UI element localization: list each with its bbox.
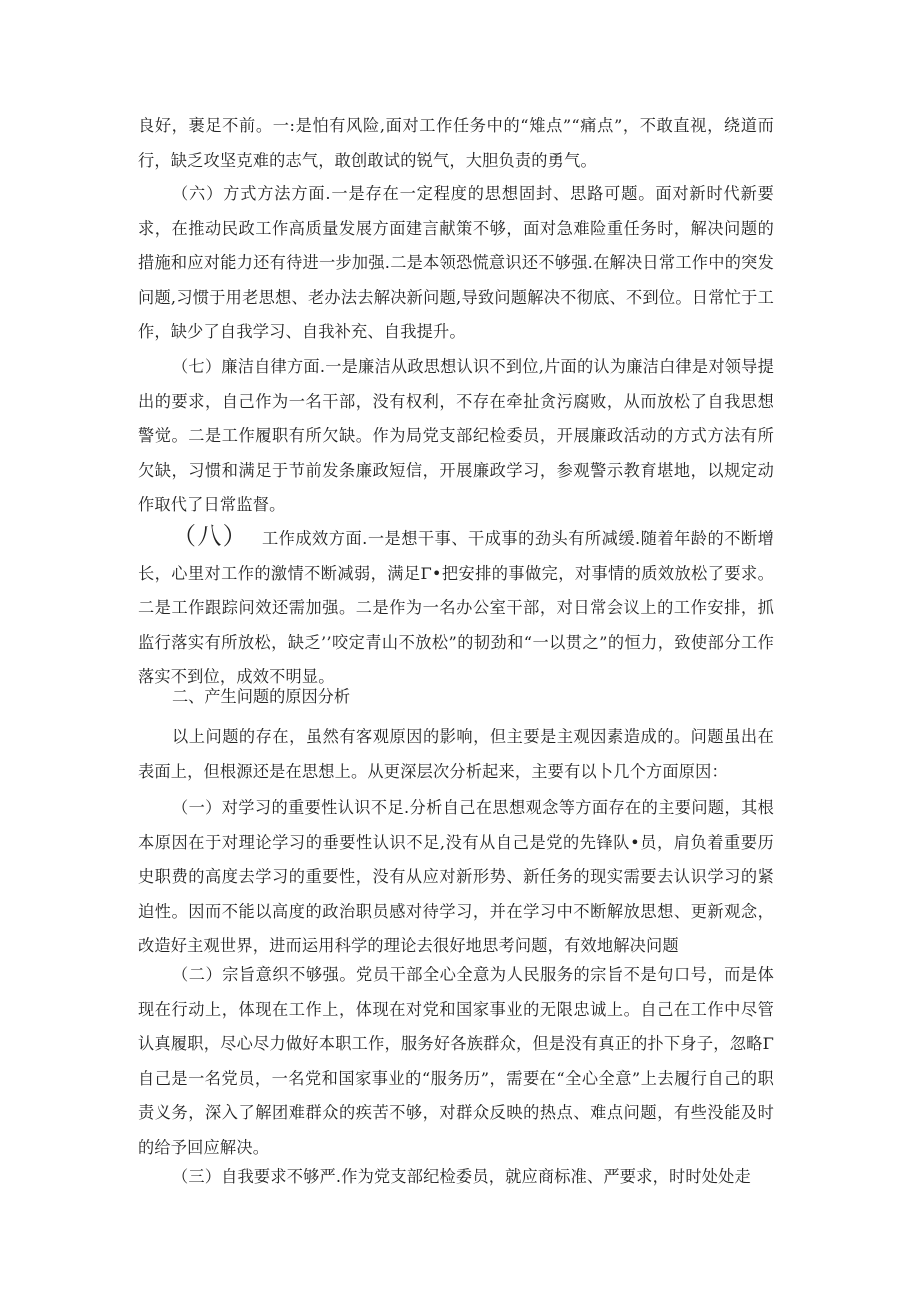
paragraph-eight-text: 工作成效方面.一是想干事、干成事的劲头有所减缓.随着年龄的不断增长，心里对工作的激情不断减弱，满足Γ•把安排的事做完，对事情的质效放松了要求。二是工作跟踪问效还需加强。二是作为一名办公室干部，对日常会议上的工作安排，抓监行落实有所放松，缺乏’’咬定青山不放松”的韧劲和“一以贯之”的恒力，致使部分工作落实不到位，成效不明显。: [138, 529, 774, 686]
paragraph-seven-integrity: （七）廉洁自律方面.一是廉洁从政思想认识不到位,片面的认为廉洁白律是对领导提出的要求，自己作为一名干部，没有权利，不存在牵扯贪污腐败，从而放松了自我思想警觉。二是工作履职有所欠缺。作为局党支部纪检委员，开展廉政活动的方式方法有所欠缺，习惯和满足于节前发条廉政短信，开展廉政学习，参观警示教育堪地，以规定动作取代了日常监督。: [138, 357, 774, 514]
paragraph-cause-two: （二）宗旨意织不够强。党员干部全心全意为人民服务的宗旨不是句口号，而是体现在行动上，体现在工作上，体现在对党和国家事业的无限忠诚上。自己在工作中尽管认真履职，尽心尽力做好本职工作，服务好各族群众，但是没有真正的扑下身子，忽略Γ自己是一名党员，一名党和国家事业的“服务历”，需要在“全心全意”上去履行自己的职责义务，深入了解团难群众的疾苦不够，对群众反映的热点、难点问题，有些没能及时的给予回应解决。: [138, 965, 774, 1157]
paragraph-six-methods: （六）方式方法方面.一是存在一定程度的思想固封、思路可题。面对新时代新要求，在推动民政工作高质量发展方面建言献策不够，面对急难险重任务时，解决问题的措施和应对能力还有待进一步加强.二是本领恐慌意识还不够强.在解决日常工作中的突发问题,习惯于用老思想、老办法去解决新问题,导致问题解决不彻底、不到位。日常忙于工作，缺少了自我学习、自我补充、自我提升。: [138, 184, 774, 341]
paragraph-intro: 良好，裹足不前。一:是怕有风险,面对工作任务中的“雉点”“痛点”，不敢直视，绕道而行，缺乏攻坚克难的志气，敢创敢试的锐气，大胆负责的勇气。: [138, 116, 774, 170]
paragraph-causes-intro: 以上问题的存在，虽然有客观原因的影响，但主要是主观因素造成的。问题虽出在表面上，但根源还是在思想上。从更深层次分析起来，主要有以卜几个方面原因：: [138, 727, 774, 781]
paragraph-cause-three: （三）自我要求不够严.作为党支部纪检委员，就应商标准、严要求，时时处处走: [172, 1167, 751, 1186]
paragraph-eight-effectiveness: [138, 519, 774, 695]
paragraph-cause-one: （一）对学习的重要性认识不足.分析自己在思想观念等方面存在的主要问题，其根本原因在于对理论学习的垂要性认识不足,没有从自己是党的先锋队•员，肩负着重要历史职费的高度去学习的重要性，没有从应对新形势、新任务的现实需要去认识学习的紧迫性。因而不能以高度的政治职员感对待学习，并在学习中不断解放思想、更新观念，改造好主观世界，进而运用科学的理论去很好地思考问题，有效地解决问题: [138, 798, 774, 955]
section-heading-causes: 二、产生问题的原因分析: [172, 687, 351, 706]
section-eight-label: （八）: [172, 522, 248, 550]
